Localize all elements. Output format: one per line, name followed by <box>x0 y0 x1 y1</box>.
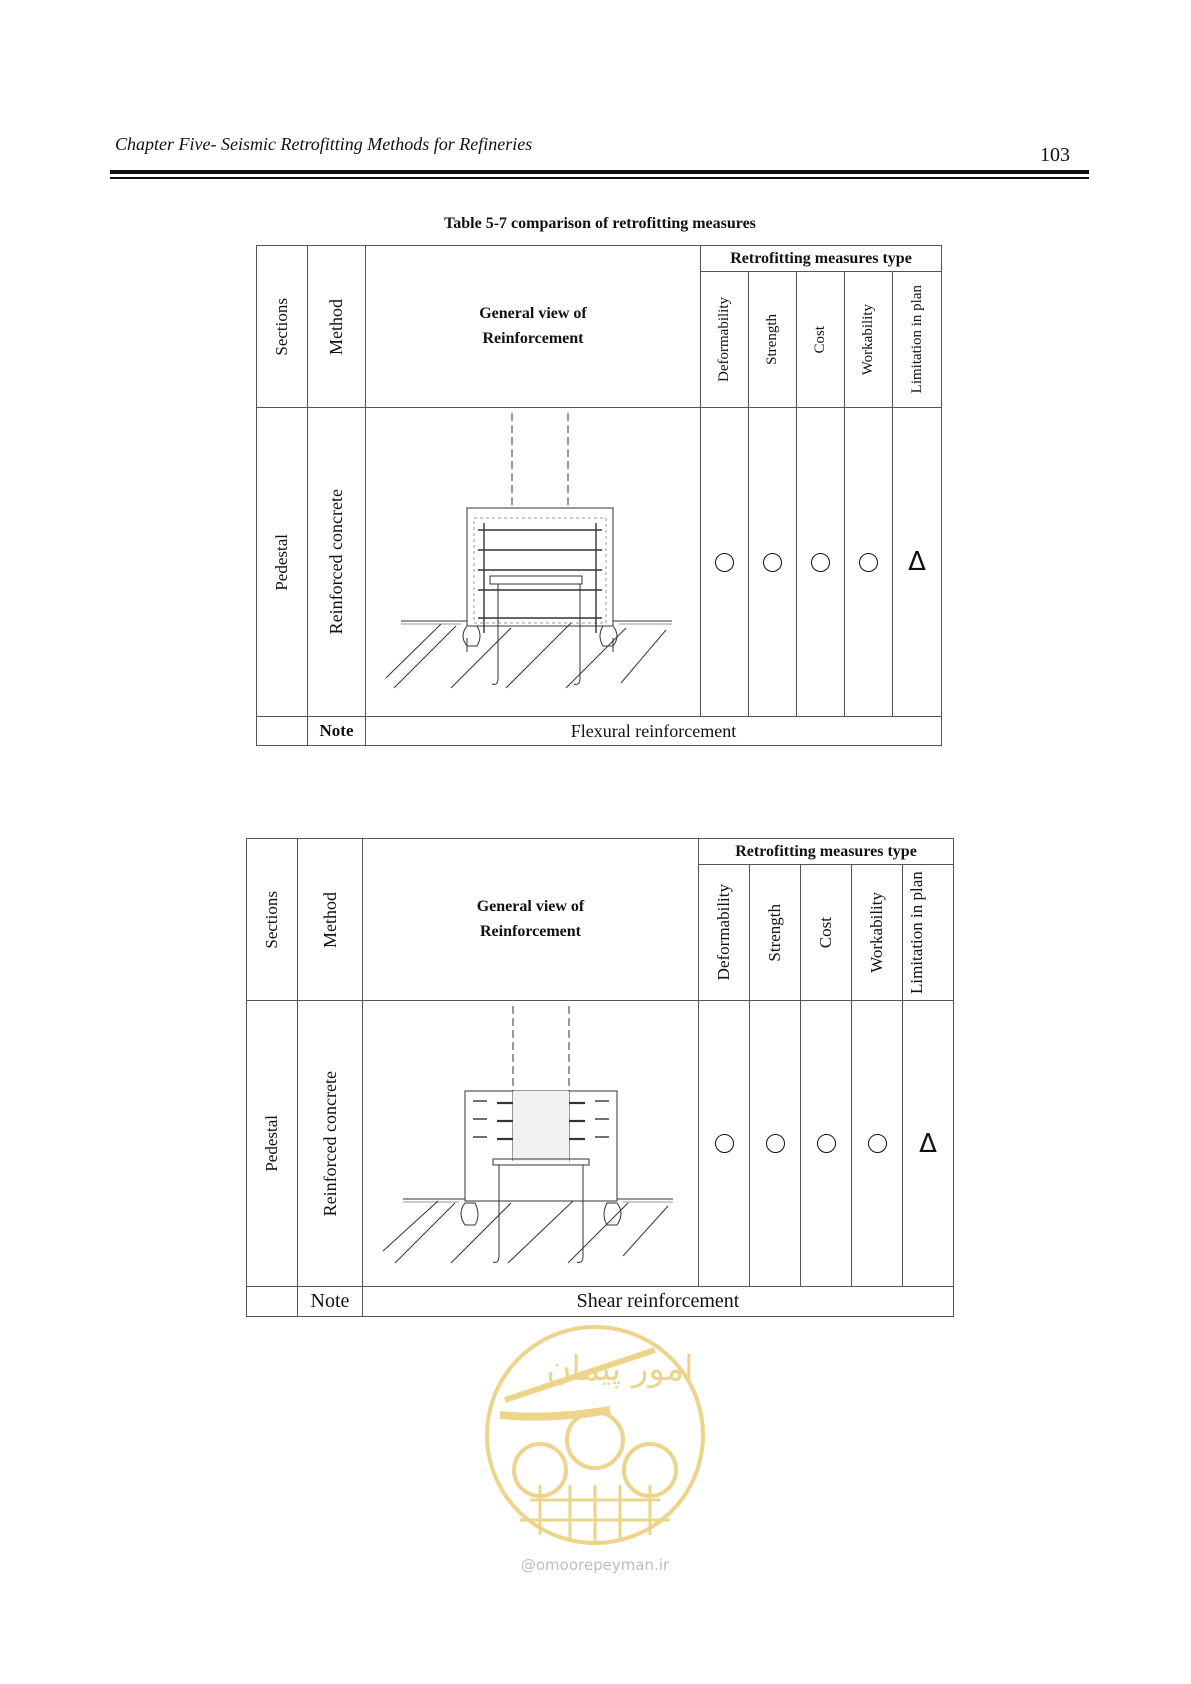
header-deformability <box>700 271 749 408</box>
header-strength-label: Strength <box>765 903 784 962</box>
reinforcement-drawing-cell <box>365 407 701 717</box>
header-cost <box>796 271 845 408</box>
watermark-logo-text: امور پیمان <box>546 1349 694 1389</box>
header-sections-label: Sections <box>262 890 281 949</box>
header-general-view-label: General view of Reinforcement <box>479 304 587 347</box>
note-label-cell <box>307 716 366 746</box>
watermark-logo <box>480 1320 710 1550</box>
circle-icon <box>817 1134 836 1153</box>
note-text-cell <box>362 1286 954 1317</box>
header-strength-label: Strength <box>764 314 780 365</box>
running-header: Chapter Five- Seismic Retrofitting Methods for Refineries <box>115 134 533 154</box>
header-limitation <box>902 864 954 1001</box>
header-sections-label: Sections <box>272 297 291 356</box>
circle-icon <box>811 553 830 572</box>
header-method <box>307 245 366 408</box>
shear-reinforcement-drawing <box>363 1001 698 1286</box>
rating-deformability <box>700 407 749 717</box>
header-measures-type <box>698 838 954 865</box>
reinforcement-drawing-cell <box>362 1000 699 1287</box>
note-label: Note <box>310 1290 350 1312</box>
section-cell <box>246 1000 298 1287</box>
header-deformability-label: Deformability <box>714 884 733 981</box>
flexural-reinforcement-drawing <box>366 408 700 716</box>
header-workability <box>851 864 903 1001</box>
header-rule-thin <box>110 177 1089 179</box>
header-cost-label: Cost <box>812 325 828 354</box>
method-label: Reinforced concrete <box>326 489 346 635</box>
header-limitation-label: Limitation in plan <box>908 285 925 394</box>
note-empty-cell <box>246 1286 298 1317</box>
circle-icon <box>715 1134 734 1153</box>
note-text-cell <box>365 716 942 746</box>
header-deformability-label: Deformability <box>716 297 732 382</box>
circle-icon <box>763 553 782 572</box>
header-sections <box>256 245 308 408</box>
rating-strength <box>748 407 797 717</box>
circle-icon <box>715 553 734 572</box>
section-label: Pedestal <box>262 1115 281 1172</box>
note-label-cell <box>297 1286 363 1317</box>
header-workability-label: Workability <box>860 303 876 376</box>
table-shear <box>246 838 954 1317</box>
rating-strength <box>749 1000 801 1287</box>
header-sections <box>246 838 298 1001</box>
table-caption: Table 5-7 comparison of retrofitting measures <box>444 215 756 232</box>
header-deformability <box>698 864 750 1001</box>
header-method-label: Method <box>326 298 346 355</box>
rating-workability <box>851 1000 903 1287</box>
method-cell <box>307 407 366 717</box>
table-flexural <box>256 245 942 746</box>
note-text: Flexural reinforcement <box>570 720 737 741</box>
header-cost <box>800 864 852 1001</box>
header-rule-thick <box>110 170 1089 174</box>
header-limitation-label: Limitation in plan <box>907 871 926 994</box>
header-strength <box>749 864 801 1001</box>
header-workability-label: Workability <box>867 892 886 973</box>
note-label: Note <box>319 721 354 740</box>
header-measures-type-label: Retrofitting measures type <box>730 249 912 267</box>
header-general-view <box>365 245 701 408</box>
header-method <box>297 838 363 1001</box>
rating-limitation <box>892 407 942 717</box>
section-label: Pedestal <box>272 533 291 591</box>
page-number: 103 <box>1040 144 1070 166</box>
circle-icon <box>859 553 878 572</box>
header-method-label: Method <box>319 891 340 948</box>
note-empty-cell <box>256 716 308 746</box>
method-label: Reinforced concrete <box>319 1070 340 1217</box>
header-workability <box>844 271 893 408</box>
header-measures-type-label: Retrofitting measures type <box>735 842 917 860</box>
header-general-view-label: General view of Reinforcement <box>476 897 585 940</box>
rating-cost <box>796 407 845 717</box>
circle-icon <box>868 1134 887 1153</box>
header-cost-label: Cost <box>816 916 835 949</box>
header-strength <box>748 271 797 408</box>
rating-workability <box>844 407 893 717</box>
header-measures-type <box>700 245 942 272</box>
circle-icon <box>766 1134 785 1153</box>
header-limitation <box>892 271 942 408</box>
rating-cost <box>800 1000 852 1287</box>
note-text: Shear reinforcement <box>576 1290 740 1312</box>
watermark-site: @omoorepeyman.ir <box>520 1556 670 1574</box>
section-cell <box>256 407 308 717</box>
triangle-icon: Δ <box>919 1128 937 1159</box>
triangle-icon: Δ <box>908 547 926 577</box>
rating-limitation <box>902 1000 954 1287</box>
rating-deformability <box>698 1000 750 1287</box>
header-general-view <box>362 838 699 1001</box>
method-cell <box>297 1000 363 1287</box>
